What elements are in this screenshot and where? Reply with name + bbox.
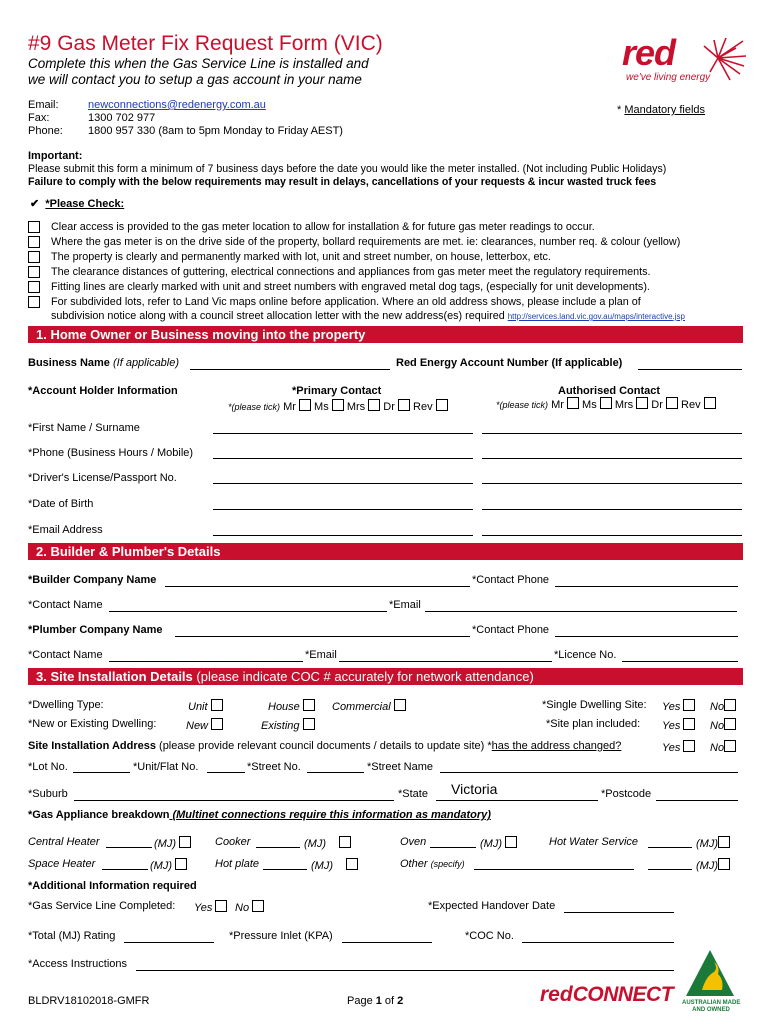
central-heater-mj: (MJ) bbox=[154, 836, 191, 850]
check-item-2: Where the gas meter is on the drive side of the property, bollard requirements are met. ie: clearances, number req. & colour (yellow) bbox=[51, 236, 681, 248]
central-heater-checkbox[interactable] bbox=[179, 836, 191, 848]
hot-plate-field[interactable] bbox=[263, 869, 307, 870]
gas-service-yes-checkbox[interactable] bbox=[215, 900, 227, 912]
primary-mrs-checkbox[interactable] bbox=[368, 399, 380, 411]
new-checkbox[interactable] bbox=[211, 718, 223, 730]
street-name-label: *Street Name bbox=[367, 761, 434, 773]
additional-info-label: *Additional Information required bbox=[28, 880, 197, 892]
email-address-label: *Email Address bbox=[28, 524, 103, 536]
builder-phone-label: *Contact Phone bbox=[472, 574, 550, 586]
single-dwelling-no-checkbox[interactable] bbox=[724, 699, 736, 711]
email-link[interactable]: newconnections@redenergy.com.au bbox=[88, 99, 266, 111]
land-vic-link[interactable]: http://services.land.vic.gov.au/maps/interactive.jsp bbox=[507, 312, 685, 321]
authorised-dr-checkbox[interactable] bbox=[666, 397, 678, 409]
space-heater-field[interactable] bbox=[102, 869, 148, 870]
gas-service-line-label: *Gas Service Line Completed: bbox=[28, 900, 176, 912]
pressure-inlet-field[interactable] bbox=[342, 942, 432, 943]
state-value[interactable]: Victoria bbox=[451, 781, 498, 797]
plumber-contact-field[interactable] bbox=[109, 661, 303, 662]
total-mj-field[interactable] bbox=[124, 942, 214, 943]
site-plan-label: *Site plan included: bbox=[546, 718, 641, 730]
single-dwelling-yes: Yes bbox=[662, 699, 695, 713]
section-1-header: 1. Home Owner or Business moving into the property bbox=[28, 326, 743, 343]
licence-label: *Licence No. bbox=[554, 649, 617, 661]
lot-no-label: *Lot No. bbox=[28, 761, 68, 773]
address-changed-no-checkbox[interactable] bbox=[724, 740, 736, 752]
builder-contact-label: *Contact Name bbox=[28, 599, 103, 611]
page-number: Page 1 of 2 bbox=[347, 995, 404, 1007]
check-item-5-checkbox[interactable] bbox=[28, 281, 40, 293]
street-no-label: *Street No. bbox=[247, 761, 301, 773]
builder-company-field[interactable] bbox=[165, 586, 470, 587]
business-name-field[interactable] bbox=[190, 369, 390, 370]
licence-field[interactable] bbox=[622, 661, 738, 662]
check-item-3: The property is clearly and permanently marked with lot, unit and street number, on house, letterbox, etc. bbox=[51, 251, 551, 263]
existing-checkbox[interactable] bbox=[303, 718, 315, 730]
commercial-option: Commercial bbox=[332, 699, 406, 713]
check-item-4: The clearance distances of guttering, electrical connections and appliances from gas meter meet the regulatory requirements. bbox=[51, 266, 651, 278]
check-item-5: Fitting lines are clearly marked with unit and street numbers with engraved metal dog tags, (especially for unit developments). bbox=[51, 281, 650, 293]
gas-breakdown-label: *Gas Appliance breakdown (Multinet connections require this information as mandatory) bbox=[28, 809, 491, 821]
gas-service-yes: Yes bbox=[194, 900, 227, 914]
handover-label: *Expected Handover Date bbox=[428, 900, 556, 912]
address-changed-yes: Yes bbox=[662, 740, 695, 754]
other-specify-field[interactable] bbox=[474, 869, 634, 870]
cooker-checkbox[interactable] bbox=[339, 836, 351, 848]
hot-plate-label: Hot plate bbox=[215, 858, 260, 870]
primary-rev-checkbox[interactable] bbox=[436, 399, 448, 411]
new-existing-label: *New or Existing Dwelling: bbox=[28, 718, 157, 730]
fax-label: Fax: bbox=[28, 112, 50, 124]
account-holder-label: *Account Holder Information bbox=[28, 385, 178, 397]
license-label: *Driver's License/Passport No. bbox=[28, 472, 177, 484]
unit-flat-field[interactable] bbox=[207, 772, 245, 773]
house-checkbox[interactable] bbox=[303, 699, 315, 711]
plumber-phone-field[interactable] bbox=[555, 636, 738, 637]
check-item-1: Clear access is provided to the gas meter location to allow for installation & for future gas meter readings to occur. bbox=[51, 221, 595, 233]
account-number-label: Red Energy Account Number (If applicable) bbox=[396, 357, 623, 369]
important-heading: Important: bbox=[28, 150, 83, 162]
cooker-field[interactable] bbox=[256, 847, 300, 848]
oven-field[interactable] bbox=[430, 847, 476, 848]
handover-field[interactable] bbox=[564, 912, 674, 913]
authorised-mr-checkbox[interactable] bbox=[567, 397, 579, 409]
site-plan-yes-checkbox[interactable] bbox=[683, 718, 695, 730]
space-heater-label: Space Heater bbox=[28, 858, 96, 870]
builder-email-field[interactable] bbox=[425, 611, 737, 612]
primary-dr-checkbox[interactable] bbox=[398, 399, 410, 411]
single-dwelling-label: *Single Dwelling Site: bbox=[542, 699, 647, 711]
plumber-email-label: *Email bbox=[305, 649, 337, 661]
commercial-checkbox[interactable] bbox=[394, 699, 406, 711]
site-plan-no-checkbox[interactable] bbox=[724, 718, 736, 730]
other-label: Other (specify) bbox=[400, 858, 465, 870]
street-no-field[interactable] bbox=[307, 772, 364, 773]
authorised-license-field[interactable] bbox=[482, 483, 742, 484]
page-title: #9 Gas Meter Fix Request Form (VIC) bbox=[28, 32, 383, 55]
plumber-company-label: *Plumber Company Name bbox=[28, 624, 163, 636]
existing-option: Existing bbox=[261, 718, 315, 732]
other-mj: (MJ) bbox=[696, 858, 730, 872]
coc-no-field[interactable] bbox=[522, 942, 674, 943]
other-checkbox[interactable] bbox=[718, 858, 730, 870]
single-dwelling-yes-checkbox[interactable] bbox=[683, 699, 695, 711]
check-item-1-checkbox[interactable] bbox=[28, 221, 40, 233]
authorised-name-field[interactable] bbox=[482, 433, 742, 434]
email-label: Email: bbox=[28, 99, 59, 111]
central-heater-field[interactable] bbox=[106, 847, 152, 848]
account-number-field[interactable] bbox=[638, 369, 742, 370]
authorised-ms-checkbox[interactable] bbox=[600, 397, 612, 409]
site-address-label: Site Installation Address (please provide relevant council documents / details to update site) *has the address changed? bbox=[28, 740, 622, 752]
check-item-6: For subdivided lots, refer to Land Vic maps online before application. Where an old address shows, please include a plan of bbox=[51, 296, 641, 308]
cooker-mj: (MJ) bbox=[304, 836, 351, 850]
important-line-1: Please submit this form a minimum of 7 business days before the date you would like the meter installed. (Not including Public Holidays) bbox=[28, 163, 667, 175]
australian-made-text: AUSTRALIAN MADE AND OWNED bbox=[682, 1000, 741, 1013]
primary-name-field[interactable] bbox=[213, 433, 473, 434]
gas-service-no: No bbox=[235, 900, 264, 914]
plumber-contact-label: *Contact Name bbox=[28, 649, 103, 661]
gas-service-no-checkbox[interactable] bbox=[252, 900, 264, 912]
central-heater-label: Central Heater bbox=[28, 836, 100, 848]
primary-dob-field[interactable] bbox=[213, 509, 473, 510]
postcode-label: *Postcode bbox=[601, 788, 652, 800]
primary-title-options: *(please tick) Mr Ms Mrs Dr Rev bbox=[228, 399, 448, 413]
redconnect-logo: redCONNECT bbox=[540, 983, 674, 1006]
coc-no-label: *COC No. bbox=[465, 930, 514, 942]
lot-no-field[interactable] bbox=[73, 772, 130, 773]
single-dwelling-no: No bbox=[710, 699, 736, 713]
subtitle-line-2: we will contact you to setup a gas account in your name bbox=[28, 72, 362, 87]
suburb-label: *Suburb bbox=[28, 788, 68, 800]
section-2-header: 2. Builder & Plumber's Details bbox=[28, 543, 743, 560]
space-heater-checkbox[interactable] bbox=[175, 858, 187, 870]
state-field[interactable] bbox=[436, 800, 598, 801]
unit-checkbox[interactable] bbox=[211, 699, 223, 711]
check-item-6-line-2: subdivision notice along with a council street allocation letter with the new address(es) required http://services.land.vic.gov.au/maps/interactive.jsp bbox=[51, 310, 685, 322]
kangaroo-triangle-icon bbox=[684, 948, 736, 1000]
primary-phone-field[interactable] bbox=[213, 458, 473, 459]
unit-flat-label: *Unit/Flat No. bbox=[133, 761, 199, 773]
oven-mj: (MJ) bbox=[480, 836, 517, 850]
street-name-field[interactable] bbox=[440, 772, 738, 773]
primary-contact-label: *Primary Contact bbox=[292, 385, 382, 397]
authorised-rev-checkbox[interactable] bbox=[704, 397, 716, 409]
logo-wordmark: red bbox=[622, 32, 676, 73]
section-3-header: 3. Site Installation Details (please indicate COC # accurately for network attendance) bbox=[28, 668, 743, 685]
builder-email-label: *Email bbox=[389, 599, 421, 611]
plumber-email-field[interactable] bbox=[339, 661, 552, 662]
hot-water-mj: (MJ) bbox=[696, 836, 730, 850]
site-plan-yes: Yes bbox=[662, 718, 695, 732]
dwelling-type-label: *Dwelling Type: bbox=[28, 699, 104, 711]
postcode-field[interactable] bbox=[656, 800, 738, 801]
fax-value: 1300 702 977 bbox=[88, 112, 156, 124]
checkmark-icon: ✔ bbox=[30, 198, 40, 210]
australian-made-logo bbox=[684, 948, 736, 1000]
form-code: BLDRV18102018-GMFR bbox=[28, 995, 150, 1007]
other-mj-field[interactable] bbox=[648, 869, 692, 870]
house-option: House bbox=[268, 699, 315, 713]
access-instructions-field[interactable] bbox=[136, 970, 674, 971]
check-item-2-checkbox[interactable] bbox=[28, 236, 40, 248]
first-name-label: *First Name / Surname bbox=[28, 422, 140, 434]
primary-ms-checkbox[interactable] bbox=[332, 399, 344, 411]
check-item-3-checkbox[interactable] bbox=[28, 251, 40, 263]
builder-company-label: *Builder Company Name bbox=[28, 574, 157, 586]
address-changed-yes-checkbox[interactable] bbox=[683, 740, 695, 752]
primary-email-field[interactable] bbox=[213, 535, 473, 536]
hot-plate-mj: (MJ) bbox=[311, 858, 358, 872]
subtitle-line-1: Complete this when the Gas Service Line is installed and bbox=[28, 56, 369, 71]
hot-water-checkbox[interactable] bbox=[718, 836, 730, 848]
authorised-title-options: *(please tick) Mr Ms Mrs Dr Rev bbox=[496, 397, 716, 411]
please-check-label: ✔ *Please Check: bbox=[30, 198, 125, 210]
access-instructions-label: *Access Instructions bbox=[28, 958, 128, 970]
cooker-label: Cooker bbox=[215, 836, 251, 848]
phone-field-label: *Phone (Business Hours / Mobile) bbox=[28, 447, 194, 459]
starburst-icon bbox=[704, 38, 746, 80]
oven-checkbox[interactable] bbox=[505, 836, 517, 848]
total-mj-label: *Total (MJ) Rating bbox=[28, 930, 116, 942]
oven-label: Oven bbox=[400, 836, 427, 848]
important-line-2: Failure to comply with the below requirements may result in delays, cancellations of your requests & incur wasted truck fees bbox=[28, 176, 657, 188]
builder-phone-field[interactable] bbox=[555, 586, 738, 587]
business-name-label: Business Name (If applicable) bbox=[28, 357, 180, 369]
authorised-phone-field[interactable] bbox=[482, 458, 742, 459]
address-changed-no: No bbox=[710, 740, 736, 754]
hot-water-label: Hot Water Service bbox=[549, 836, 639, 848]
plumber-phone-label: *Contact Phone bbox=[472, 624, 550, 636]
authorised-email-field[interactable] bbox=[482, 535, 742, 536]
authorised-mrs-checkbox[interactable] bbox=[636, 397, 648, 409]
state-label: *State bbox=[398, 788, 428, 800]
authorised-dob-field[interactable] bbox=[482, 509, 742, 510]
suburb-field[interactable] bbox=[74, 800, 394, 801]
hot-plate-checkbox[interactable] bbox=[346, 858, 358, 870]
plumber-company-field[interactable] bbox=[175, 636, 470, 637]
site-plan-no: No bbox=[710, 718, 736, 732]
authorised-contact-label: Authorised Contact bbox=[558, 385, 661, 397]
builder-contact-field[interactable] bbox=[109, 611, 387, 612]
check-item-6-checkbox[interactable] bbox=[28, 296, 40, 308]
primary-mr-checkbox[interactable] bbox=[299, 399, 311, 411]
space-heater-mj: (MJ) bbox=[150, 858, 187, 872]
pressure-inlet-label: *Pressure Inlet (KPA) bbox=[229, 930, 333, 942]
dob-label: *Date of Birth bbox=[28, 498, 94, 510]
mandatory-note: * Mandatory fields bbox=[617, 104, 706, 116]
phone-label: Phone: bbox=[28, 125, 63, 137]
new-option: New bbox=[186, 718, 223, 732]
primary-license-field[interactable] bbox=[213, 483, 473, 484]
logo-tagline: we've living energy bbox=[626, 72, 711, 83]
check-item-4-checkbox[interactable] bbox=[28, 266, 40, 278]
unit-option: Unit bbox=[188, 699, 223, 713]
phone-value: 1800 957 330 (8am to 5pm Monday to Friday AEST) bbox=[88, 125, 343, 137]
hot-water-field[interactable] bbox=[648, 847, 692, 848]
